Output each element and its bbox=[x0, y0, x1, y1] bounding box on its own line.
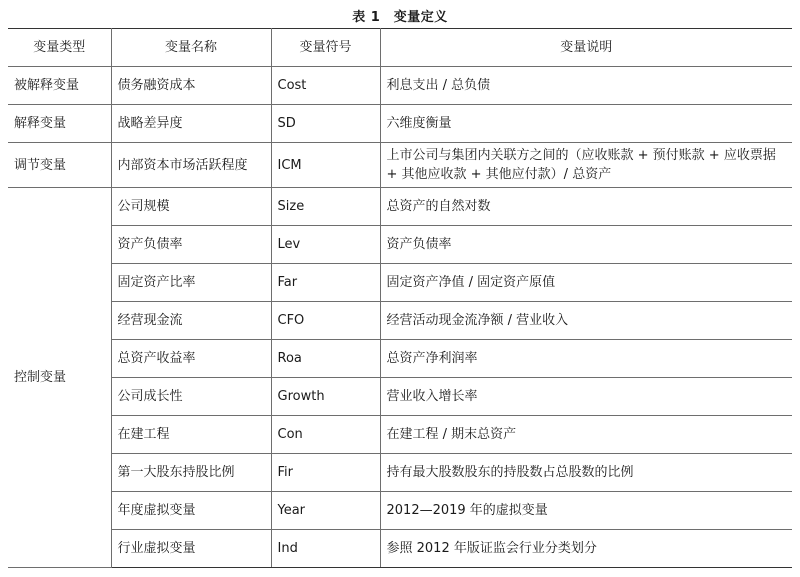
cell-name: 固定资产比率 bbox=[111, 264, 271, 302]
cell-symbol: Size bbox=[271, 188, 380, 226]
table-row bbox=[8, 454, 792, 492]
cell-name: 第一大股东持股比例 bbox=[111, 454, 271, 492]
cell-symbol: Growth bbox=[271, 378, 380, 416]
header-variable-description: 变量说明 bbox=[380, 29, 792, 67]
cell-symbol: SD bbox=[271, 105, 380, 143]
cell-name: 债务融资成本 bbox=[111, 67, 271, 105]
cell-description: 营业收入增长率 bbox=[380, 378, 792, 416]
cell-name: 公司规模 bbox=[111, 188, 271, 226]
cell-name: 资产负债率 bbox=[111, 226, 271, 264]
cell-description: 上市公司与集团内关联方之间的（应收账款 + 预付账款 + 应收票据 + 其他应收款 + 其他应付款）/ 总资产 bbox=[380, 143, 792, 188]
table-caption: 表 1 变量定义 bbox=[352, 10, 448, 25]
cell-type: 调节变量 bbox=[8, 143, 111, 188]
table-row bbox=[8, 105, 792, 143]
table-row bbox=[8, 416, 792, 454]
cell-description: 经营活动现金流净额 / 营业收入 bbox=[380, 302, 792, 340]
cell-symbol: Ind bbox=[271, 530, 380, 568]
cell-description: 持有最大股数股东的持股数占总股数的比例 bbox=[380, 454, 792, 492]
table-row bbox=[8, 67, 792, 105]
table-row bbox=[8, 302, 792, 340]
cell-description: 利息支出 / 总负债 bbox=[380, 67, 792, 105]
cell-name: 公司成长性 bbox=[111, 378, 271, 416]
cell-symbol: Fir bbox=[271, 454, 380, 492]
cell-description: 总资产的自然对数 bbox=[380, 188, 792, 226]
cell-symbol: CFO bbox=[271, 302, 380, 340]
cell-description: 参照 2012 年版证监会行业分类划分 bbox=[380, 530, 792, 568]
table-row bbox=[8, 264, 792, 302]
table-row bbox=[8, 492, 792, 530]
cell-name: 行业虚拟变量 bbox=[111, 530, 271, 568]
cell-description: 在建工程 / 期末总资产 bbox=[380, 416, 792, 454]
cell-description: 六维度衡量 bbox=[380, 105, 792, 143]
cell-symbol: Con bbox=[271, 416, 380, 454]
table-row bbox=[8, 226, 792, 264]
cell-name: 经营现金流 bbox=[111, 302, 271, 340]
table-row bbox=[8, 378, 792, 416]
header-variable-symbol: 变量符号 bbox=[271, 29, 380, 67]
header-variable-type: 变量类型 bbox=[8, 29, 111, 67]
table-row bbox=[8, 143, 792, 188]
cell-symbol: Lev bbox=[271, 226, 380, 264]
cell-symbol: Roa bbox=[271, 340, 380, 378]
cell-description: 资产负债率 bbox=[380, 226, 792, 264]
table-header-row bbox=[8, 29, 792, 67]
cell-type: 被解释变量 bbox=[8, 67, 111, 105]
table-row bbox=[8, 530, 792, 568]
cell-description: 2012—2019 年的虚拟变量 bbox=[380, 492, 792, 530]
cell-description: 固定资产净值 / 固定资产原值 bbox=[380, 264, 792, 302]
cell-symbol: Year bbox=[271, 492, 380, 530]
cell-symbol: ICM bbox=[271, 143, 380, 188]
cell-name: 战略差异度 bbox=[111, 105, 271, 143]
cell-name: 总资产收益率 bbox=[111, 340, 271, 378]
cell-symbol: Far bbox=[271, 264, 380, 302]
cell-name: 年度虚拟变量 bbox=[111, 492, 271, 530]
cell-name: 在建工程 bbox=[111, 416, 271, 454]
table-row bbox=[8, 188, 792, 226]
cell-name: 内部资本市场活跃程度 bbox=[111, 143, 271, 188]
cell-description: 总资产净利润率 bbox=[380, 340, 792, 378]
header-variable-name: 变量名称 bbox=[111, 29, 271, 67]
table-row bbox=[8, 340, 792, 378]
variable-definition-table bbox=[8, 28, 792, 568]
cell-type-control: 控制变量 bbox=[8, 188, 111, 568]
cell-symbol: Cost bbox=[271, 67, 380, 105]
cell-type: 解释变量 bbox=[8, 105, 111, 143]
